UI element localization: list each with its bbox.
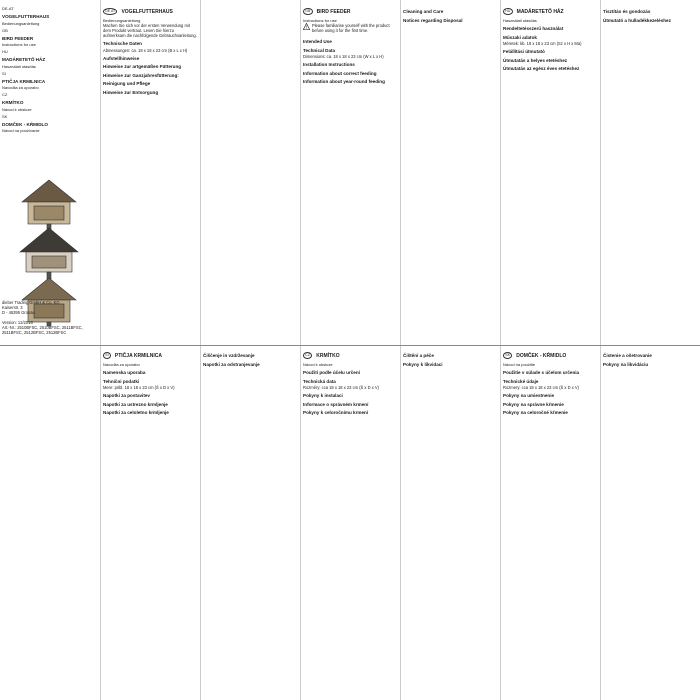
column-divider <box>100 0 101 700</box>
heading-technical: Tehnični podatki <box>103 378 140 384</box>
section-title: VOGELFUTTERHAUS <box>121 9 173 15</box>
heading-feeding: Útmutatás a helyes etetéshez <box>503 57 568 63</box>
column-divider <box>500 0 501 700</box>
distributor-city: D - 46395 Gronau <box>2 310 35 315</box>
warning-note <box>303 23 397 36</box>
column-divider <box>400 0 401 700</box>
warning-icon <box>303 23 310 30</box>
column-divider <box>600 0 601 700</box>
lang-subtitle: Bedienungsanleitung <box>2 20 40 26</box>
svg-text:!: ! <box>305 24 308 30</box>
hungarian-instructions-continued <box>603 6 697 344</box>
section-subtitle: Návod k obsluze <box>303 362 333 367</box>
heading-setup: Aufstellhinweise <box>103 55 140 61</box>
heading-yearround: Hinweise zur Ganzjahresfütterung: <box>103 72 179 78</box>
dimensions-text: Dimensions: ca. 18 x 18 x 23 cm (W x L x H) <box>303 54 384 59</box>
heading-feeding: Hinweise zur artgemäßen Fütterung <box>103 64 182 69</box>
distributor-name: dieber Trading GmbH & Co. KG <box>2 300 60 305</box>
heading-technical: Műszaki adatok <box>503 34 537 40</box>
heading-feeding: Information about correct feeding <box>303 70 377 76</box>
heading-cleaning: Reinigung und Pflege <box>103 81 151 86</box>
heading-yearround: Napotki za celoletno krmljenje <box>103 410 169 415</box>
dimensions-text: Rozmery: cca 18 x 18 x 23 cm (Š x D x V) <box>503 385 579 390</box>
slovak-instructions <box>503 350 597 695</box>
english-instructions-continued <box>403 6 497 344</box>
hungarian-instructions <box>503 6 597 344</box>
lang-title: VOGELFUTTERHAUS <box>2 14 50 19</box>
dimensions-text: Abmessungen: ca. 18 x 18 x 23 cm (B x L x H) <box>103 47 188 53</box>
heading-installation: Installation Instructions <box>303 62 355 67</box>
heading-yearround: Pokyny k celoročnímu krmení <box>303 410 369 415</box>
heading-yearround: Pokyny na celoročné kŕmenie <box>503 410 568 415</box>
article-number-2: 2511BFSC, 2512BFSC, 2512BFSC <box>2 330 67 335</box>
section-title: KRMÍTKO <box>316 353 340 359</box>
lang-code: GB <box>2 27 8 33</box>
heading-yearround: Útmutatás az egész éves etetéshez <box>503 66 580 71</box>
slovenian-instructions-continued <box>203 350 297 695</box>
lang-subtitle: Navodila za uporabo <box>2 85 39 90</box>
intro-text: Machen Sie sich vor der ersten Verwendung mit dem Produkt vertraut. Lesen Sie hierzu aufmerksam die nachfolgende Gebrauchsanleitung. <box>103 23 197 38</box>
heading-feeding: Pokyny na správne kŕmenie <box>503 401 564 407</box>
section-subtitle: Bedienungsanleitung <box>103 18 141 23</box>
heading-technical: Technical Data <box>303 47 336 53</box>
version-text: Version: 12/2018 <box>2 320 33 325</box>
section-subtitle: Instructions for use <box>303 18 337 23</box>
slovak-instructions-continued <box>603 350 697 695</box>
column-divider <box>300 0 301 700</box>
heading-intended-use: Použití podle účelu určení <box>303 370 360 375</box>
heading-disposal: Útmutató a hulladékkezeléshez <box>603 17 671 23</box>
heading-technical: Technické údaje <box>503 378 539 384</box>
language-badge: GB <box>303 8 313 15</box>
slovenian-instructions <box>103 350 197 695</box>
heading-cleaning: Čištění a péče <box>403 353 434 358</box>
lang-entry-cz <box>2 92 96 112</box>
heading-setup: Pokyny k instalaci <box>303 393 343 398</box>
lang-entry-de <box>2 6 96 26</box>
heading-feeding: Napotki za ustrezno krmljenje <box>103 401 168 407</box>
dimensions-text: Méretek: kb. 18 x 18 x 23 cm (Sz x H x Ma) <box>503 41 582 46</box>
section-subtitle: Navodila za uporabo <box>103 362 140 367</box>
heading-disposal: Pokyny na likvidáciu <box>603 361 649 367</box>
czech-instructions-continued <box>403 350 497 695</box>
lang-code: HU <box>2 49 8 54</box>
lang-subtitle: Návod k obsluze <box>2 106 32 112</box>
lang-entry-hu <box>2 49 96 69</box>
lang-code: CZ <box>2 92 8 97</box>
section-divider <box>0 345 700 346</box>
heading-intended-use: Rendeltetésszerű használat <box>503 26 564 31</box>
heading-disposal: Notices regarding Disposal <box>403 17 463 23</box>
heading-disposal: Pokyny k likvidaci <box>403 361 443 367</box>
lang-entry-gb <box>2 28 96 48</box>
dimensions-text: Mere: pribl. 18 x 18 x 23 cm (Š x D x V) <box>103 385 175 390</box>
section-title: MADÁRETETŐ HÁZ <box>516 9 564 15</box>
lang-title: MADÁRETETŐ HÁZ <box>2 57 46 62</box>
lang-entry-sk <box>2 114 96 134</box>
heading-disposal: Hinweise zur Entsorgung <box>103 89 159 95</box>
heading-cleaning: Čistenie a ošetrovanie <box>603 353 652 358</box>
heading-setup: Pokyny na umiestnenie <box>503 393 555 398</box>
german-instructions <box>103 6 197 344</box>
section-title: DOMČEK - KŔMIDLO <box>516 353 567 359</box>
heading-setup: Napotki za postavitev <box>103 393 150 398</box>
heading-intended-use: Intended Use <box>303 39 332 44</box>
lang-subtitle: Návod na používanie <box>2 128 40 133</box>
section-subtitle: Használati utasítás <box>503 18 537 23</box>
heading-intended-use: Použitie v súlade s účelom určenia <box>503 370 580 375</box>
lang-entry-si <box>2 71 96 91</box>
heading-feeding: Informace o správném krmení <box>303 401 369 407</box>
lang-code: DE-AT <box>2 6 14 11</box>
lang-code: SI <box>2 70 6 76</box>
language-badge: SK <box>503 352 512 359</box>
heading-technical: Technische Daten <box>103 41 142 46</box>
lang-title: DOMČEK - KŔMIDLO <box>2 121 48 127</box>
column-divider <box>200 0 201 700</box>
language-badge: HU <box>503 8 513 15</box>
lang-subtitle: Instructions for use <box>2 42 36 47</box>
lang-title: BIRD FEEDER <box>2 35 34 41</box>
lang-title: KRMÍTKO <box>2 100 24 105</box>
distributor-street: Kaiserstr. 3 <box>2 305 23 310</box>
language-badge: DE AT <box>103 8 117 15</box>
lang-title: PTIČJA KRMILNICA <box>2 78 46 84</box>
english-instructions <box>303 6 397 344</box>
lang-subtitle: Használati utasítás <box>2 63 36 69</box>
intro-text: Please familiarise yourself with the product before using it for the first time. <box>312 23 390 33</box>
heading-cleaning: Čiščenje in vzdrževanje <box>203 353 255 358</box>
heading-yearround: Information about year-round feeding <box>303 79 385 84</box>
heading-intended-use: Namenska uporaba <box>103 370 146 375</box>
language-badge: CZ <box>303 352 312 359</box>
heading-cleaning: Cleaning and Care <box>403 9 444 14</box>
czech-instructions <box>303 350 397 695</box>
article-number: Art.-Nr.: 2510BFSC, 2510BFSC, 2511BFSC, <box>2 325 83 330</box>
language-index <box>2 6 96 135</box>
distributor-info <box>2 300 98 335</box>
section-title: BIRD FEEDER <box>316 9 351 15</box>
lang-code: SK <box>2 113 8 119</box>
heading-technical: Technická data <box>303 378 336 384</box>
language-badge: SI <box>103 352 111 359</box>
section-subtitle: Návod na použitie <box>503 362 536 367</box>
dimensions-text: Rozměry: cca 18 x 18 x 23 cm (Š x D x V) <box>303 385 379 390</box>
heading-disposal: Napotki za odstranjevanje <box>203 361 260 367</box>
heading-setup: Felállítási útmutató <box>503 49 545 54</box>
heading-cleaning: Tisztítás és gondozás <box>603 9 651 14</box>
section-title: PTIČJA KRMILNICA <box>114 353 162 359</box>
